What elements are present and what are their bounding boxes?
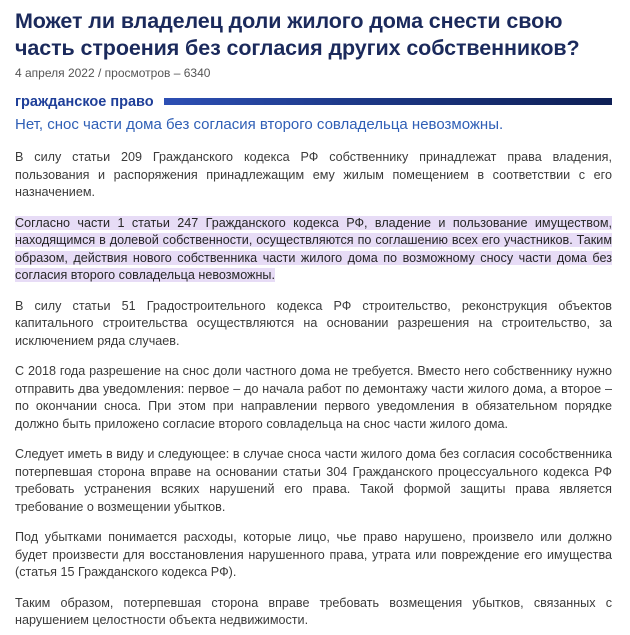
- article-paragraph: Таким образом, потерпевшая сторона вправе требовать возмещения убытков, связанных с нарушением целостности объекта недвижимости.: [15, 595, 612, 627]
- article-paragraph: В силу статьи 51 Градостроительного кодекса РФ строительство, реконструкция объектов капитального строительства осуществляются на основании разрешения на строительство, за исключением ряда случаев.: [15, 298, 612, 348]
- article-paragraph: Под убытками понимается расходы, которые лицо, чье право нарушено, произвело или должно будет произвести для восстановления нарушенного права, утрата или повреждение его имущества (статья 15 Гражданского кодекса РФ).: [15, 530, 612, 579]
- article-paragraph-highlighted: [15, 215, 612, 285]
- article-title: Может ли владелец доли жилого дома снести свою часть строения без согласия других собственников?: [15, 9, 580, 60]
- article-paragraph: Следует иметь в виду и следующее: в случае сноса части жилого дома без согласия сособственника потерпевшая сторона вправе на основании статьи 304 Гражданского процессуального кодекса РФ требовать устранения всяких нарушений его права. Такой формой защиты права является требование о возмещении убытков.: [15, 447, 612, 514]
- article-meta: 4 апреля 2022 / просмотров – 6340: [15, 66, 211, 80]
- category-divider: [164, 98, 612, 105]
- highlighted-text: Согласно части 1 статьи 247 Гражданского кодекса РФ, владение и пользование имуществом, находящимся в долевой собственности, осуществляются по соглашению всех его участников. Таким образом, действия нового собственника части жилого дома по возможному сносу части дома без согласия второго совладельца невозможны.: [15, 215, 612, 282]
- category-header: [15, 92, 612, 111]
- article-lead: Нет, снос части дома без согласия второго совладельца невозможны.: [15, 116, 504, 133]
- article-paragraph: С 2018 года разрешение на снос доли частного дома не требуется. Вместо него собственнику нужно отправить два уведомления: первое – до начала работ по демонтажу части жилого дома, а второе – по окончании сноса. При этом при направлении первого уведомления в обязательном порядке должно быть приложено согласие второго совладельца на снос части жилого дома.: [15, 364, 612, 431]
- article-paragraph: В силу статьи 209 Гражданского кодекса РФ собственнику принадлежат права владения, пользования и распоряжения принадлежащим ему жилым помещением в соответствии с его назначением.: [15, 150, 612, 199]
- category-link[interactable]: гражданское право: [15, 94, 164, 110]
